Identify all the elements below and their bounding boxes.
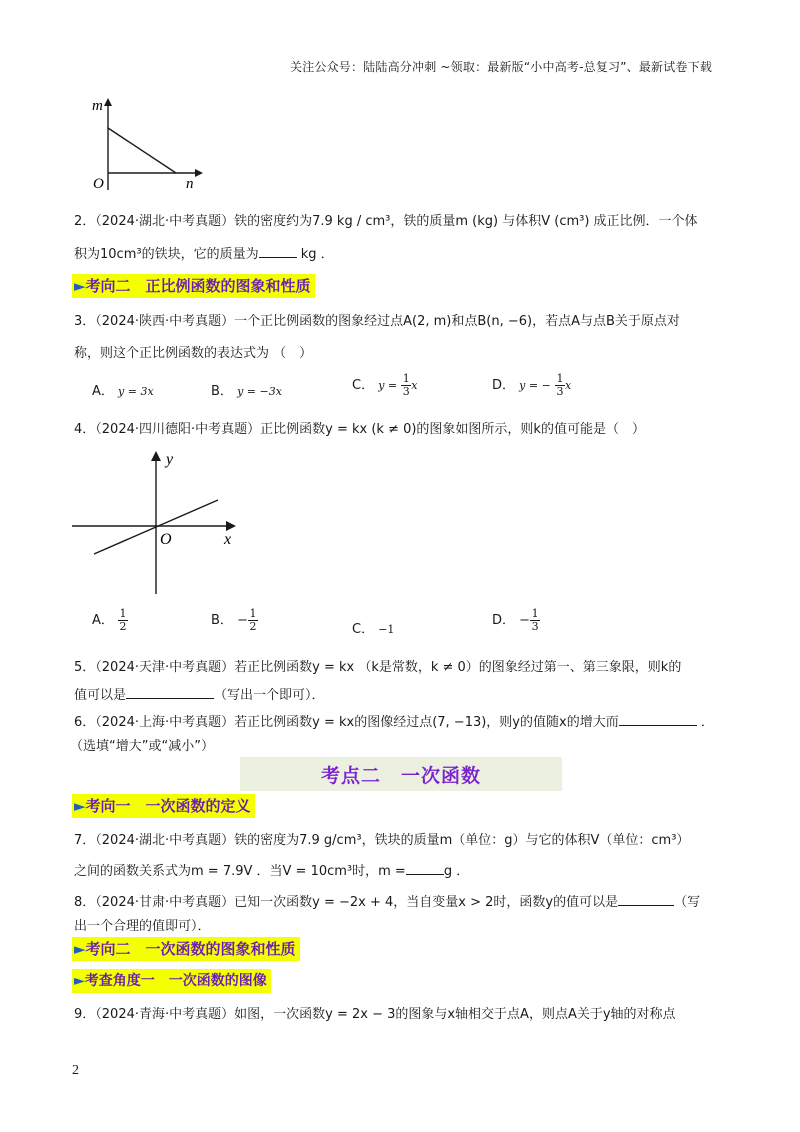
heading-direction-2-linear-graph: ►考向二 一次函数的图象和性质 [72, 937, 300, 961]
q5-answer-blank [126, 686, 214, 699]
q6-line2: （选填“增大”或“减小”） [70, 739, 214, 754]
q3-line1: 3．（2024·陕西·中考真题）一个正比例函数的图象经过点A(2, m)和点B(n, −6)，若点A与点B关于原点对 [74, 314, 680, 329]
q8-line2: 出一个合理的值即可）． [74, 919, 211, 934]
page-header: 关注公众号：陆陆高分冲刺 ~领取：最新版“小中高考-总复习”、最新试卷下载 [290, 60, 713, 74]
graph-m-n [88, 96, 208, 196]
graph1-y-label: m [92, 98, 103, 114]
q5-line2: 值可以是 （写出一个即可）． [74, 688, 325, 703]
q3-option-d: D． y = − $\frac{1}{3}$ x [492, 372, 572, 398]
graph1-origin: O [93, 176, 104, 192]
q3-option-a: A． y = 3x [92, 384, 154, 399]
q4-option-d: D． − $\frac{1}{3}$ [492, 607, 539, 633]
graph2-y-label: y [166, 451, 174, 468]
heading-direction-2-proportional: ►考向二 正比例函数的图象和性质 [72, 274, 315, 298]
heading-angle-1-linear-graph: ►考查角度一 一次函数的图像 [72, 969, 271, 993]
graph2-origin: O [160, 531, 172, 548]
q3-option-b: B． y = −3x [211, 384, 282, 399]
q3-line2: 称，则这个正比例函数的表达式为 （ ） [74, 346, 313, 361]
q8-line1: 8．（2024·甘肃·中考真题）已知一次函数y = −2x + 4，当自变量x > 2时，函数y的值可以是 （写 [74, 895, 701, 910]
q4-option-a: A． $\frac{1}{2}$ [92, 607, 127, 633]
q7-line1: 7．（2024·湖北·中考真题）铁的密度为7.9 g/cm³，铁块的质量m（单位：g）与它的体积V（单位：cm³） [74, 833, 690, 848]
heading-direction-1-definition: ►考向一 一次函数的定义 [72, 794, 255, 818]
q2-answer-blank [259, 245, 297, 258]
triangle-right-icon: ► [74, 277, 86, 295]
q4-option-c: C． −1 [352, 622, 395, 637]
q2-line2: 积为10cm³的铁块，它的质量为 kg ． [74, 247, 334, 262]
q9-line1: 9．（2024·青海·中考真题）如图，一次函数y = 2x − 3的图象与x轴相交于点A，则点A关于y轴的对称点 [74, 1007, 676, 1022]
q5-line1: 5．（2024·天津·中考真题）若正比例函数y = kx （k是常数，k ≠ 0）的图象经过第一、第三象限，则k的 [74, 660, 682, 675]
graph-y-kx [70, 448, 250, 598]
page-number: 2 [72, 1063, 79, 1078]
q3-option-c: C． y = $\frac{1}{3}$ x [352, 372, 418, 398]
q6-line1: 6．（2024·上海·中考真题）若正比例函数y = kx的图像经过点(7, −13)，则y的值随x的增大而 ． [74, 715, 714, 730]
triangle-right-icon: ► [74, 797, 86, 815]
q6-answer-blank [619, 713, 697, 726]
triangle-right-icon: ► [74, 940, 86, 958]
graph2-x-label: x [224, 531, 232, 548]
q7-answer-blank [406, 862, 444, 875]
section-title-linear-function: 考点二 一次函数 [240, 757, 562, 791]
triangle-right-icon: ► [74, 973, 85, 989]
graph1-x-label: n [186, 176, 194, 192]
q2-line1: 2．（2024·湖北·中考真题）铁的密度约为7.9 kg / cm³，铁的质量m (kg) 与体积V (cm³) 成正比例．一个体 [74, 214, 698, 229]
q4-line1: 4．（2024·四川德阳·中考真题）正比例函数y = kx (k ≠ 0)的图象如图所示，则k的值可能是（ ） [74, 422, 645, 437]
q4-option-b: B． − $\frac{1}{2}$ [211, 607, 257, 633]
q7-line2: 之间的函数关系式为m = 7.9V ．当V = 10cm³时，m = g ． [74, 864, 470, 879]
q8-answer-blank [618, 893, 674, 906]
